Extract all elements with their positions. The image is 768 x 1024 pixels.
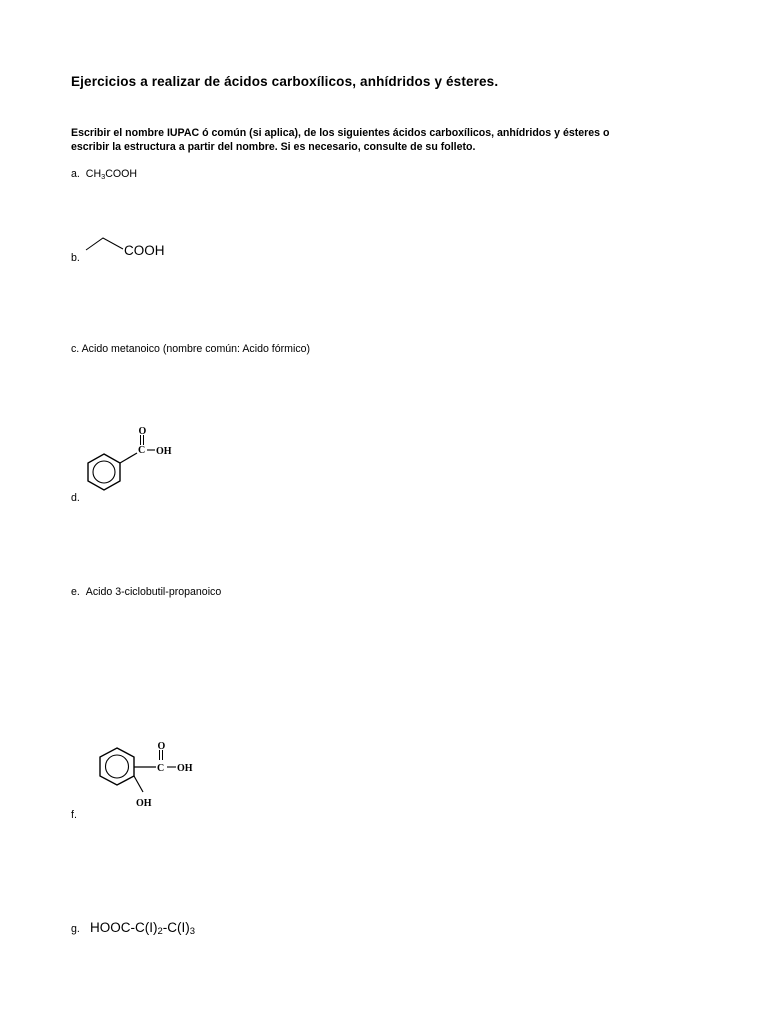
- instructions-line-1: Escribir el nombre IUPAC ó común (si aplica), de los siguientes ácidos carboxílicos, anhídridos y ésteres o: [71, 127, 610, 139]
- item-c-letter: c.: [71, 343, 80, 355]
- item-c-text: Acido metanoico (nombre común: Acido fórmico): [81, 343, 311, 355]
- item-g-formula-sub2: 3: [189, 926, 195, 937]
- item-e: [71, 586, 221, 598]
- item-g-letter: g.: [71, 923, 80, 935]
- item-f-carbon: C: [157, 763, 165, 774]
- item-e-letter: e.: [71, 586, 80, 598]
- item-f-oh: OH: [177, 763, 193, 774]
- item-a: [71, 168, 137, 180]
- item-f-letter: f.: [71, 809, 77, 821]
- item-d-letter: d.: [71, 492, 80, 504]
- item-g-formula-part1: HOOC-C(I): [90, 920, 158, 935]
- item-f-aromatic-circle: [106, 755, 129, 778]
- item-g-formula-part2: -C(I): [162, 920, 190, 935]
- item-c: [71, 343, 310, 355]
- item-d-aromatic-circle: [93, 461, 115, 483]
- page-title: Ejercicios a realizar de ácidos carboxílicos, anhídridos y ésteres.: [71, 74, 499, 89]
- item-a-letter: a.: [71, 168, 80, 180]
- item-f-ring-oh: OH: [136, 798, 152, 809]
- item-d-carbonyl-o: O: [138, 426, 147, 437]
- item-f-structure: [88, 738, 208, 812]
- item-b-letter: b.: [71, 252, 80, 264]
- item-d-oh: OH: [156, 446, 172, 457]
- item-b-skeletal-chain: [84, 234, 126, 252]
- item-g-formula: [90, 920, 195, 935]
- item-d-structure: [80, 422, 190, 498]
- item-e-text: Acido 3-ciclobutil-propanoico: [85, 586, 222, 598]
- item-d-carbon: C: [138, 445, 146, 456]
- item-a-formula-pre: CH: [85, 168, 102, 180]
- item-b-group: COOH: [124, 243, 165, 258]
- item-g-formula-sub1: 2: [157, 926, 163, 937]
- item-a-formula: [86, 168, 137, 180]
- item-f-carbonyl-o: O: [157, 741, 166, 752]
- instructions: [71, 127, 691, 154]
- instructions-line-2: escribir la estructura a partir del nombre. Si es necesario, consulte de su folleto.: [71, 140, 476, 153]
- item-a-formula-sub: 3: [101, 172, 106, 181]
- item-a-formula-post: COOH: [105, 168, 138, 180]
